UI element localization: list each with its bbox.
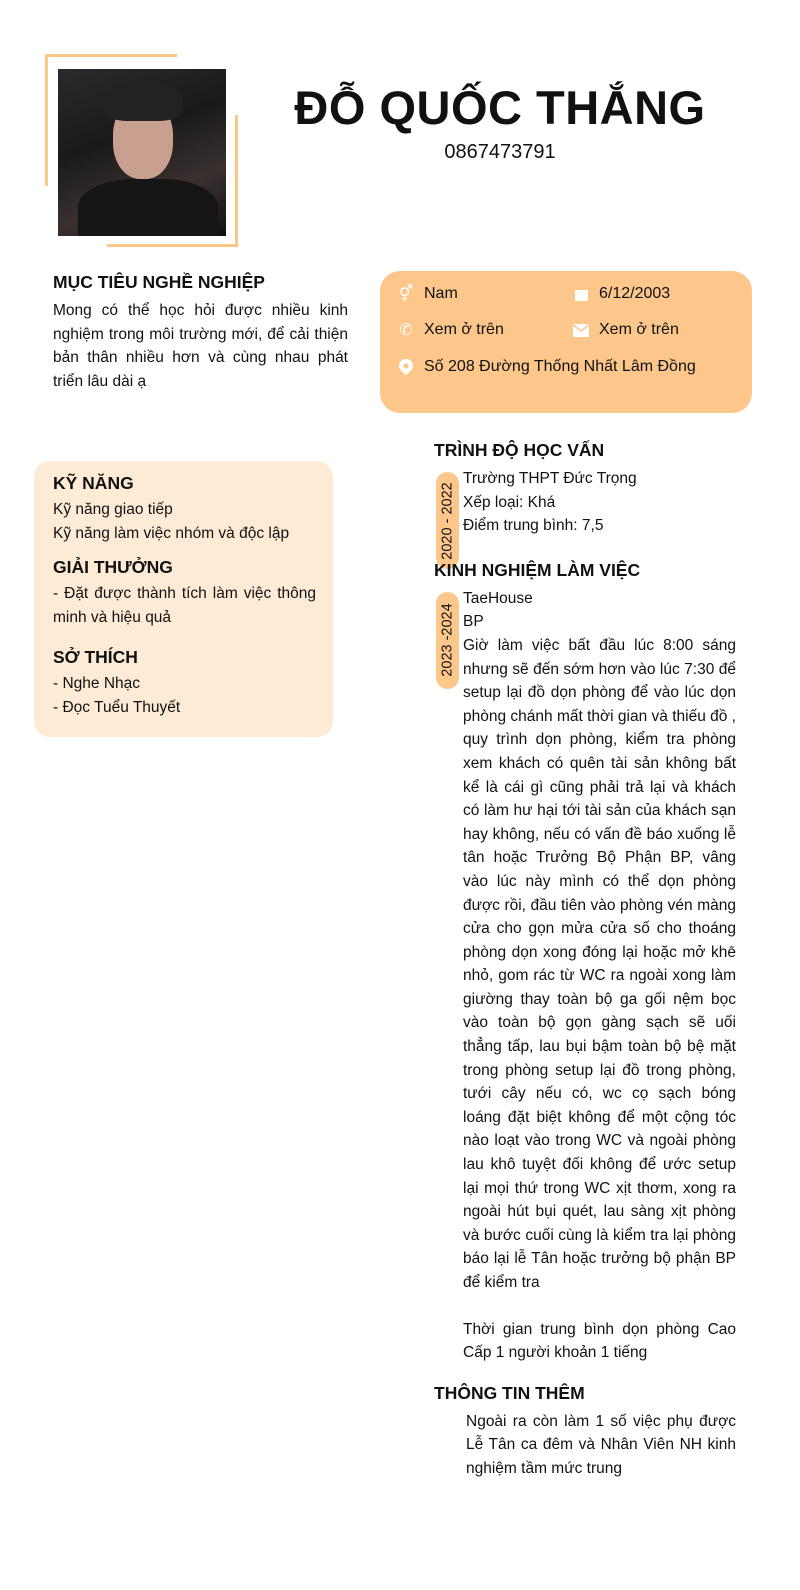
education-line: Điểm trung bình: 7,5 — [463, 517, 604, 535]
phone-icon: ✆ — [399, 322, 413, 339]
objective-text: Mong có thể học hỏi được nhiều kinh nghiệm trong môi trường mới, để cải thiện bản thân nhiều hơn và cùng nhau phát triển lâu dài ạ — [53, 302, 348, 390]
education-entry — [434, 467, 736, 560]
hobbies-title: SỞ THÍCH — [53, 647, 138, 668]
experience-title: KINH NGHIỆM LÀM VIỆC — [434, 559, 641, 580]
info-phone — [398, 321, 504, 339]
skill-item: Kỹ năng giao tiếp — [53, 501, 173, 518]
frame-line — [46, 54, 177, 57]
email-value: Xem ở trên — [599, 321, 679, 338]
main-column — [434, 440, 736, 1491]
education-section — [434, 440, 736, 560]
experience-entry — [434, 587, 736, 1365]
awards-text: - Đặt được thành tích làm việc thông minh và hiệu quả — [53, 585, 316, 626]
company: TaeHouse — [463, 589, 533, 607]
frame-line — [107, 244, 238, 247]
profile-photo — [58, 69, 226, 236]
frame-line — [235, 115, 238, 246]
candidate-phone: 0867473791 — [444, 141, 556, 163]
skills-title: KỸ NĂNG — [53, 473, 134, 493]
info-address — [398, 358, 696, 376]
info-birthday — [573, 285, 670, 303]
position: BP — [463, 613, 484, 631]
gender-icon: ⚥ — [398, 286, 414, 303]
experience-period: 2023 -2024 — [439, 603, 456, 677]
objective-title: MỤC TIÊU NGHỀ NGHIỆP — [53, 272, 265, 292]
extra-text: Ngoài ra còn làm 1 số việc phụ được Lễ Tân ca đêm và Nhân Viên NH kinh nghiệm tầm mức trung — [466, 1412, 736, 1477]
calendar-icon — [573, 286, 589, 302]
education-period: 2020 - 2022 — [439, 481, 456, 560]
experience-description: Giờ làm việc bất đầu lúc 8:00 sáng nhưng sẽ đến sớm hơn vào lúc 7:30 để setup lại đồ dọn phòng để vào lúc dọn phòng chánh mất thời gian và thiếu đồ , quy trình dọn phòng, kiểm tra phòng xem khách có quên tài sản không bất kể là cái gì cũng phải trả lại và khách có làm hư hại tới tài sản của khách sạn hay không, nếu có vấn đề báo xuống lễ tân hoặc Trưởng Bộ Phận BP, vâng vào lúc này mình có thể dọn phòng được rồi, đầu tiên vào phòng vén màng cửa cho gọn mửa cửa số cho thoáng phòng dọn xong đóng lại hoặc mở khē nhỏ, gom rác từ WC ra ngoài xong làm giường thay toàn bộ ga gối nệm bọc vào toàn bộ gọn gàng sạch sẽ uối thẳng tấp, lau bụi bậm toàn bộ bệ mặt trong phòng setup lại đồ trong phòng, tưới cây nếu có, wc cọ sạch bóng loáng đặt biệt không để một cộng tóc nào loạt vào trong WC và ngoài phòng lau khô tuyệt đối không để ước setup lại mọi thứ trong WC xịt thơm, xong ra ngoài hút bụi quét, lau sàng xịt phòng và bước cuối cùng là kiểm tra lại phòng báo lại lễ Tân hoặc trưởng bộ phận BP để kiểm tra — [463, 636, 736, 1291]
sidebar-box — [34, 461, 333, 737]
gender-value: Nam — [424, 285, 458, 302]
education-line: Trường THPT Đức Trọng — [463, 470, 637, 487]
experience-note: Thời gian trung bình dọn phòng Cao Cấp 1 người khoản 1 tiếng — [463, 1320, 736, 1362]
personal-info-box — [380, 271, 752, 413]
hobby-item: - Đọc Tuểu Thuyết — [53, 698, 181, 716]
skill-item: Kỹ năng làm việc nhóm và độc lập — [53, 524, 290, 542]
education-title: TRÌNH ĐỘ HỌC VẤN — [434, 440, 605, 460]
extra-title: THÔNG TIN THÊM — [434, 1382, 585, 1403]
experience-section — [434, 560, 736, 1365]
mail-icon — [573, 322, 589, 338]
info-gender — [398, 285, 458, 303]
location-icon — [398, 359, 414, 375]
experience-period-pill — [436, 592, 459, 689]
phone-value: Xem ở trên — [424, 321, 504, 338]
extra-section — [434, 1383, 736, 1481]
hobby-item: - Nghe Nhạc — [53, 675, 141, 693]
education-line: Xếp loại: Khá — [463, 493, 556, 511]
objective-section — [53, 272, 348, 393]
candidate-name: ĐỖ QUỐC THẮNG — [294, 81, 706, 134]
address-value: Số 208 Đường Thống Nhất Lâm Đồng — [424, 358, 696, 375]
birthday-value: 6/12/2003 — [599, 285, 671, 302]
info-email — [573, 321, 679, 339]
awards-title: GIẢI THƯỞNG — [53, 557, 173, 578]
frame-line — [45, 54, 48, 186]
education-period-pill — [436, 472, 459, 569]
